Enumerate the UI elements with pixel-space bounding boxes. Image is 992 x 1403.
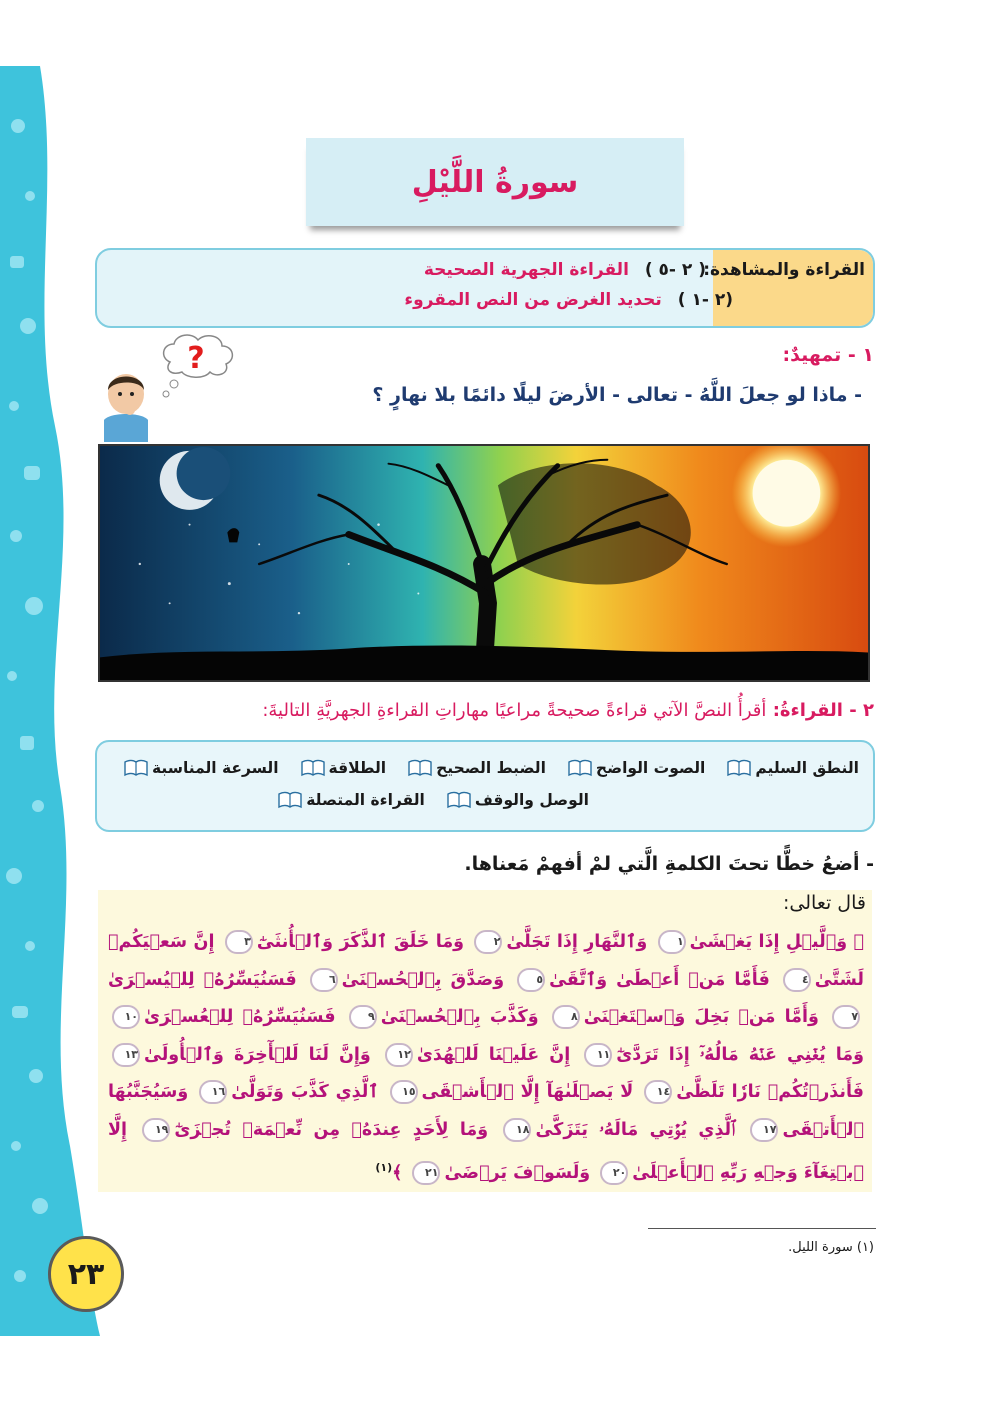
verse-number-marker: ٥ — [517, 968, 545, 992]
verse-text: لَا يَصۡلَىٰهَآ إِلَّا ٱلۡأَشۡقَى — [421, 1082, 634, 1102]
verse-text: وَكَذَّبَ بِٱلۡحُسۡنَىٰ — [380, 1007, 539, 1027]
verse-number-marker: ١٦ — [199, 1080, 227, 1104]
verse-number-marker: ١٤ — [644, 1080, 672, 1104]
skill-label: الضبط الصحيح — [436, 759, 546, 777]
reading-skills-box — [95, 740, 875, 832]
intro-number: ١ - — [847, 344, 874, 366]
verse-number-marker: ١٠ — [112, 1005, 140, 1029]
objectives-label: القراءة والمشاهدة: — [703, 260, 865, 280]
skill-label: القراءة المتصلة — [306, 791, 425, 809]
open-book-icon — [124, 759, 148, 777]
verse-number-marker: ٢٠ — [600, 1161, 628, 1185]
verse-text: وَٱلنَّهَارِ إِذَا تَجَلَّىٰ — [506, 932, 648, 952]
verse-number-marker: ١٧ — [750, 1118, 778, 1142]
verse-number-marker: ١٥ — [390, 1080, 418, 1104]
verse-number-marker: ٩ — [349, 1005, 377, 1029]
objective-text: القراءة الجهرية الصحيحة — [423, 260, 629, 280]
quran-verses — [108, 924, 864, 1192]
verse-number-marker: ١٨ — [503, 1118, 531, 1142]
skills-row — [111, 784, 859, 816]
objective-code: ( ٢ -٥ ) — [644, 260, 706, 280]
verse-number-marker: ٢ — [474, 930, 502, 954]
skill-label: النطق السليم — [755, 759, 859, 777]
reading-heading — [262, 700, 874, 721]
objective-item — [424, 260, 706, 280]
skill-item — [568, 752, 705, 784]
footnote: (١) سورة الليل. — [788, 1240, 874, 1255]
open-book-icon — [301, 759, 325, 777]
ornate-bracket-close: ﴾ — [392, 1162, 403, 1183]
lesson-title: سورةُ اللَّيْلِ — [411, 164, 579, 200]
open-book-icon — [727, 759, 751, 777]
skill-item — [301, 752, 387, 784]
objectives-box — [95, 248, 875, 328]
verse-text: وَمَا لِأَحَدٍ عِندَهُۥ مِن نِّعۡمَةٖ تُجۡزَىٰٓ — [174, 1119, 489, 1140]
verse-number-marker: ٧ — [832, 1005, 860, 1029]
open-book-icon — [568, 759, 592, 777]
verse-text: إِنَّ سَعۡيَكُمۡ لَشَتَّىٰ — [108, 932, 864, 990]
skill-item — [408, 752, 546, 784]
skill-label: الصوت الواضح — [595, 759, 706, 777]
verse-text: وَأَمَّا مَنۢ بَخِلَ وَٱسۡتَغۡنَىٰ — [583, 1007, 819, 1027]
verse-number-marker: ٨ — [552, 1005, 580, 1029]
skill-item — [278, 784, 425, 816]
page-number: ٢٣ — [67, 1256, 105, 1292]
intro-question: - ماذا لو جعلَ اللَّهُ - تعالى - الأرضَ ليلًا دائمًا بلا نهارٍ ؟ — [372, 384, 862, 406]
verse-text: وَلَسَوۡفَ يَرۡضَىٰ — [444, 1162, 591, 1183]
skills-row — [111, 752, 859, 784]
reading-number: ٢ - — [849, 700, 874, 721]
ornate-bracket-open: ﴿ — [847, 932, 864, 952]
verse-text: وَإِنَّ لَنَا لَلۡأٓخِرَةَ وَٱلۡأُولَىٰ — [144, 1044, 371, 1065]
verse-text: إِنَّ عَلَيۡنَا لَلۡهُدَىٰ — [416, 1044, 571, 1065]
svg-text:?: ? — [187, 341, 205, 376]
verse-text: ٱلَّذِي يُؤۡتِي مَالَهُۥ يَتَزَكَّىٰ — [535, 1119, 736, 1140]
intro-heading — [783, 344, 875, 366]
skill-item — [124, 752, 279, 784]
skill-label: السرعة المناسبة — [151, 759, 279, 777]
verse-number-marker: ١٩ — [142, 1118, 170, 1142]
verse-number-marker: ١٣ — [112, 1043, 140, 1067]
objective-text: تحديد الغرض من النص المقروء — [404, 290, 662, 310]
verse-text: إِلَّا ٱبۡتِغَآءَ وَجۡهِ رَبِّهِ ٱلۡأَعۡلَىٰ — [108, 1119, 864, 1183]
verse-text: فَسَنُيَسِّرُهُۥ لِلۡيُسۡرَىٰ — [108, 969, 297, 990]
open-book-icon — [447, 791, 471, 809]
quran-intro: قال تعالى: — [783, 892, 866, 914]
skill-label: الطلاقة — [328, 759, 387, 777]
verse-text: فَسَنُيَسِّرُهُۥ لِلۡعُسۡرَىٰ — [144, 1007, 336, 1027]
open-book-icon — [278, 791, 302, 809]
verse-number-marker: ٤ — [783, 968, 811, 992]
verse-number-marker: ١ — [658, 930, 686, 954]
verse-number-marker: ٣ — [225, 930, 253, 954]
verse-text: ٱلَّذِي كَذَّبَ وَتَوَلَّىٰ — [231, 1082, 379, 1102]
objective-item — [404, 290, 733, 310]
intro-title: تمهيدٌ: — [782, 344, 842, 366]
verse-text: وَمَا يُغۡنِي عَنۡهُ مَالُهُۥٓ إِذَا تَرَدَّىٰٓ — [616, 1044, 865, 1065]
underline-instruction: - أضعُ خطًّا تحتَ الكلمةِ الَّتي لمْ أفهمْ مَعناها. — [464, 853, 874, 875]
skill-item — [447, 784, 589, 816]
verse-number-marker: ٦ — [310, 968, 338, 992]
verse-number-marker: ١٢ — [385, 1043, 413, 1067]
verse-text: وَمَا خَلَقَ ٱلذَّكَرَ وَٱلۡأُنثَىٰٓ — [256, 932, 465, 952]
skill-label: الوصل والوقف — [474, 791, 589, 809]
skill-item — [727, 752, 859, 784]
verse-number-marker: ٢١ — [412, 1161, 440, 1185]
verse-text: فَأَمَّا مَنۡ أَعۡطَىٰ وَٱتَّقَىٰ — [549, 969, 770, 990]
verse-number-marker: ١١ — [584, 1043, 612, 1067]
side-strip-decoration — [0, 66, 100, 1336]
verse-text: وَصَدَّقَ بِٱلۡحُسۡنَىٰ — [341, 969, 505, 990]
reading-instruction: أقرأُ النصَّ الآتي قراءةً صحيحةً مراعيًا مهاراتِ القراءةِ الجهريَّةِ التاليةَ: — [262, 700, 767, 721]
quran-text-box — [98, 890, 872, 1192]
footnote-divider — [648, 1228, 876, 1229]
verse-text: وَٱلَّيۡلِ إِذَا يَغۡشَىٰ — [689, 932, 848, 952]
verse-text: وَسَيُجَنَّبُهَا ٱلۡأَتۡقَى — [108, 1082, 865, 1140]
verse-text: فَأَنذَرۡتُكُمۡ نَارٗا تَلَظَّىٰ — [676, 1082, 865, 1102]
night-day-tree-image — [98, 444, 870, 682]
lesson-title-box — [306, 138, 684, 226]
objective-code: (٢ -١ ) — [677, 290, 733, 310]
open-book-icon — [408, 759, 432, 777]
reading-title: القراءةُ: — [772, 700, 843, 721]
page-number-badge — [48, 1236, 124, 1312]
footnote-marker: (١) — [375, 1161, 393, 1174]
thinking-boy-illustration — [100, 330, 240, 442]
